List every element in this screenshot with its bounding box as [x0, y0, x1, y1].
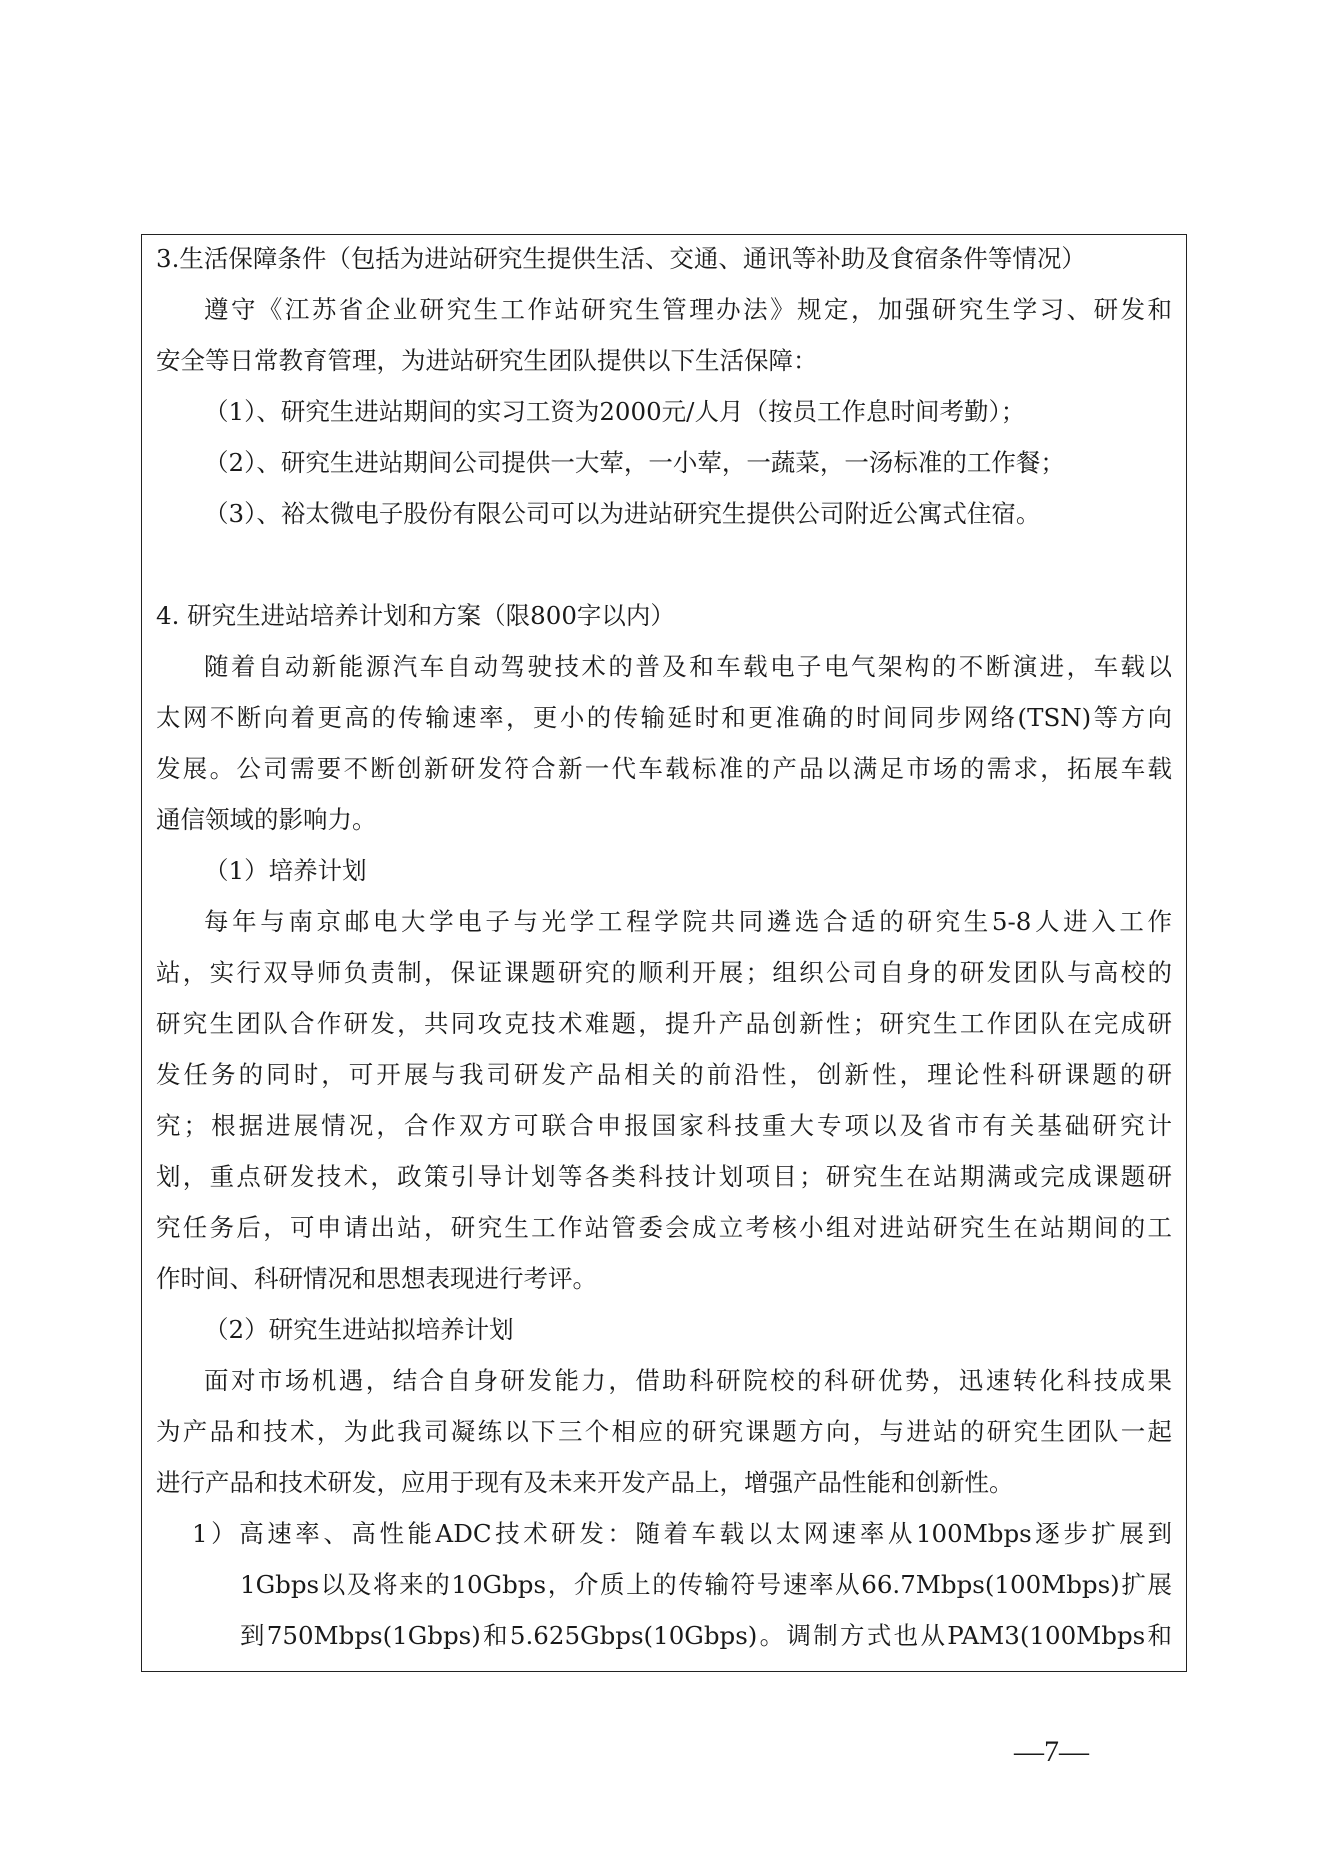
section4-p1-line2: 太网不断向着更高的传输速率，更小的传输延时和更准确的时间同步网络(TSN)等方向	[156, 703, 1172, 732]
section4-p1-line3: 发展。公司需要不断创新研发符合新一代车载标准的产品以满足市场的需求，拓展车载	[156, 754, 1172, 783]
section4-p3-line2: 为产品和技术，为此我司凝练以下三个相应的研究课题方向，与进站的研究生团队一起	[156, 1417, 1172, 1446]
section4-p2-line1: 每年与南京邮电大学电子与光学工程学院共同遴选合适的研究生5-8人进入工作	[204, 907, 1172, 936]
section4-heading: 4. 研究生进站培养计划和方案（限800字以内）	[156, 601, 675, 630]
section3-heading: 3.生活保障条件（包括为进站研究生提供生活、交通、通讯等补助及食宿条件等情况）	[156, 244, 1086, 273]
section4-p1-line4: 通信领域的影响力。	[156, 805, 377, 834]
subsection1-title: （1）培养计划	[204, 856, 367, 885]
section4-p1-line1: 随着自动新能源汽车自动驾驶技术的普及和车载电子电气架构的不断演进，车载以	[204, 652, 1172, 681]
research-item1-line1: 1）高速率、高性能ADC技术研发：随着车载以太网速率从100Mbps逐步扩展到	[192, 1519, 1172, 1548]
section3-item-1: （1）、研究生进站期间的实习工资为2000元/人月（按员工作息时间考勤）；	[204, 397, 1026, 426]
subsection2-title: （2）研究生进站拟培养计划	[204, 1315, 514, 1344]
section4-p3-line1: 面对市场机遇，结合自身研发能力，借助科研院校的科研优势，迅速转化科技成果	[204, 1366, 1172, 1395]
section4-p3-line3: 进行产品和技术研发，应用于现有及未来开发产品上，增强产品性能和创新性。	[156, 1468, 1014, 1497]
document-body	[156, 235, 1172, 1661]
section4-p2-line2: 站，实行双导师负责制，保证课题研究的顺利开展；组织公司自身的研发团队与高校的	[156, 958, 1172, 987]
content-frame	[141, 234, 1187, 1672]
section4-p2-line5: 究；根据进展情况，合作双方可联合申报国家科技重大专项以及省市有关基础研究计	[156, 1111, 1172, 1140]
section4-p2-line7: 究任务后，可申请出站，研究生工作站管委会成立考核小组对进站研究生在站期间的工	[156, 1213, 1172, 1242]
section3-item-3: （3）、裕太微电子股份有限公司可以为进站研究生提供公司附近公寓式住宿。	[204, 499, 1041, 528]
section4-p2-line8: 作时间、科研情况和思想表现进行考评。	[156, 1264, 597, 1293]
section4-p2-line4: 发任务的同时，可开展与我司研发产品相关的前沿性，创新性，理论性科研课题的研	[156, 1060, 1172, 1089]
research-item1-line3: 到750Mbps(1Gbps)和5.625Gbps(10Gbps)。调制方式也从PAM3(100Mbps和	[240, 1621, 1172, 1650]
research-item1-line2: 1Gbps以及将来的10Gbps，介质上的传输符号速率从66.7Mbps(100Mbps)扩展	[240, 1570, 1172, 1599]
section4-p2-line3: 研究生团队合作研发，共同攻克技术难题，提升产品创新性；研究生工作团队在完成研	[156, 1009, 1172, 1038]
section3-intro-line2: 安全等日常教育管理，为进站研究生团队提供以下生活保障：	[156, 346, 818, 375]
page-number: —7—	[1014, 1735, 1089, 1768]
section3-item-2: （2）、研究生进站期间公司提供一大荤，一小荤，一蔬菜，一汤标准的工作餐；	[204, 448, 1065, 477]
section4-p2-line6: 划，重点研发技术，政策引导计划等各类科技计划项目；研究生在站期满或完成课题研	[156, 1162, 1172, 1191]
section3-intro-line1: 遵守《江苏省企业研究生工作站研究生管理办法》规定，加强研究生学习、研发和	[204, 295, 1172, 324]
